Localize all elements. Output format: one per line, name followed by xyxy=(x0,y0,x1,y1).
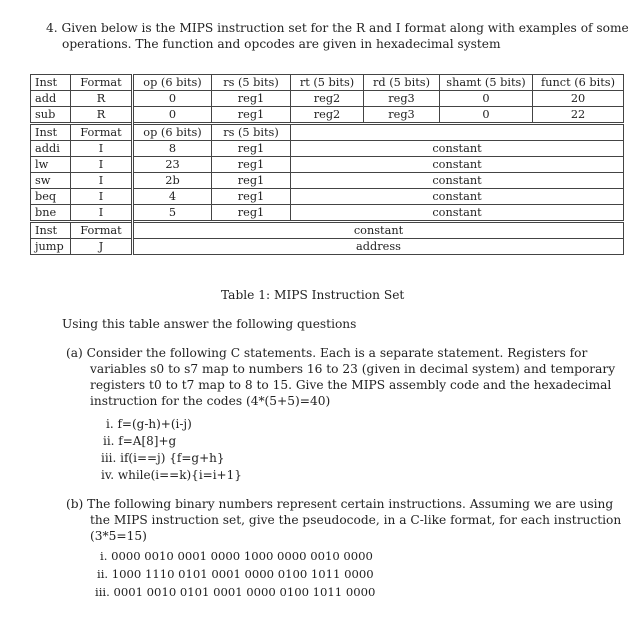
table-cell: 0 xyxy=(133,91,212,107)
part-b-line: (3*5=15) xyxy=(90,529,147,543)
table-row xyxy=(31,157,624,173)
part-a-line: (a) Consider the following C statements. Each is a separate statement. Registers for xyxy=(66,346,588,360)
part-b-line: (b) The following binary numbers represent certain instructions. Assuming we are using xyxy=(66,497,614,511)
table-cell: I xyxy=(71,189,133,205)
part-b xyxy=(66,496,622,544)
table-cell: reg1 xyxy=(212,157,291,173)
part-a-item: iii. if(i==j) {f=g+h} xyxy=(101,451,225,465)
header-cell: op (6 bits) xyxy=(133,75,212,91)
table-cell: 23 xyxy=(133,157,212,173)
table-row xyxy=(31,91,624,107)
part-a-line: registers t0 to t7 map to 8 to 15. Give the MIPS assembly code and the hexadecimal xyxy=(90,378,612,392)
table-cell: constant xyxy=(291,205,624,222)
table-cell: lw xyxy=(31,157,71,173)
table-cell: add xyxy=(31,91,71,107)
part-a-line: variables s0 to s7 map to numbers 16 to 23 (given in decimal system) and temporary xyxy=(90,362,616,376)
table-cell: jump xyxy=(31,239,71,255)
table-cell: R xyxy=(71,107,133,124)
table-row xyxy=(31,141,624,157)
header-cell: rt (5 bits) xyxy=(291,75,364,91)
table-cell: I xyxy=(71,173,133,189)
question-intro-line-1: 4. Given below is the MIPS instruction set for the R and I format along with examples of some xyxy=(46,21,629,35)
table-cell: reg3 xyxy=(364,107,440,124)
table-row xyxy=(31,205,624,222)
table-cell: constant xyxy=(291,173,624,189)
table-cell: sub xyxy=(31,107,71,124)
header-cell: rd (5 bits) xyxy=(364,75,440,91)
question-intro-line-2: operations. The function and opcodes are given in hexadecimal system xyxy=(62,37,501,51)
header-cell xyxy=(291,124,624,141)
part-b-item: iii. 0001 0010 0101 0001 0000 0100 1011 0000 xyxy=(95,585,376,599)
table-cell: beq xyxy=(31,189,71,205)
header-cell: Format xyxy=(71,222,133,239)
table-cell: I xyxy=(71,205,133,222)
mips-instruction-table xyxy=(30,74,624,255)
table-cell: 5 xyxy=(133,205,212,222)
header-cell: Inst xyxy=(31,222,71,239)
header-cell: Format xyxy=(71,75,133,91)
table-cell: constant xyxy=(291,189,624,205)
use-table-instruction: Using this table answer the following questions xyxy=(62,317,357,331)
header-cell: rs (5 bits) xyxy=(212,124,291,141)
table-cell: constant xyxy=(291,157,624,173)
table-cell: J xyxy=(71,239,133,255)
table-cell: addi xyxy=(31,141,71,157)
header-cell: rs (5 bits) xyxy=(212,75,291,91)
table-cell: 4 xyxy=(133,189,212,205)
table-cell: sw xyxy=(31,173,71,189)
table-cell: 0 xyxy=(133,107,212,124)
table-cell: reg1 xyxy=(212,173,291,189)
table-cell: I xyxy=(71,157,133,173)
header-cell: constant xyxy=(133,222,624,239)
header-cell: shamt (5 bits) xyxy=(440,75,533,91)
i-header-row xyxy=(31,124,624,141)
table-cell: address xyxy=(133,239,624,255)
table-cell: reg3 xyxy=(364,91,440,107)
part-b-item: i. 0000 0010 0001 0000 1000 0000 0010 0000 xyxy=(100,549,373,563)
table-cell: constant xyxy=(291,141,624,157)
table-cell: 0 xyxy=(440,91,533,107)
part-a-line: instruction for the codes (4*(5+5)=40) xyxy=(90,394,331,408)
part-a-item: iv. while(i==k){i=i+1} xyxy=(101,468,242,482)
part-b-items xyxy=(95,547,375,601)
table-cell: 22 xyxy=(533,107,624,124)
table-row xyxy=(31,107,624,124)
part-a xyxy=(66,345,616,409)
header-cell: Inst xyxy=(31,75,71,91)
table-cell: reg1 xyxy=(212,205,291,222)
table-cell: reg1 xyxy=(212,107,291,124)
question-intro xyxy=(46,20,629,52)
header-cell: Inst xyxy=(31,124,71,141)
part-b-line: the MIPS instruction set, give the pseudocode, in a C-like format, for each instruction xyxy=(90,513,622,527)
table-row xyxy=(31,239,624,255)
r-header-row xyxy=(31,75,624,91)
table-row xyxy=(31,173,624,189)
header-cell: op (6 bits) xyxy=(133,124,212,141)
table-row xyxy=(31,189,624,205)
header-cell: funct (6 bits) xyxy=(533,75,624,91)
table-cell: 0 xyxy=(440,107,533,124)
part-a-item: ii. f=A[8]+g xyxy=(103,434,177,448)
table-cell: I xyxy=(71,141,133,157)
part-b-item: ii. 1000 1110 0101 0001 0000 0100 1011 0000 xyxy=(97,567,374,581)
table-cell: reg2 xyxy=(291,91,364,107)
table-caption: Table 1: MIPS Instruction Set xyxy=(221,288,405,302)
table-cell: reg1 xyxy=(212,91,291,107)
table-cell: 20 xyxy=(533,91,624,107)
table-cell: 2b xyxy=(133,173,212,189)
table-cell: reg2 xyxy=(291,107,364,124)
table-cell: 8 xyxy=(133,141,212,157)
part-a-item: i. f=(g-h)+(i-j) xyxy=(106,417,192,431)
table-cell: reg1 xyxy=(212,141,291,157)
table-cell: bne xyxy=(31,205,71,222)
table-cell: R xyxy=(71,91,133,107)
header-cell: Format xyxy=(71,124,133,141)
part-a-items xyxy=(101,416,242,484)
j-header-row xyxy=(31,222,624,239)
table-cell: reg1 xyxy=(212,189,291,205)
